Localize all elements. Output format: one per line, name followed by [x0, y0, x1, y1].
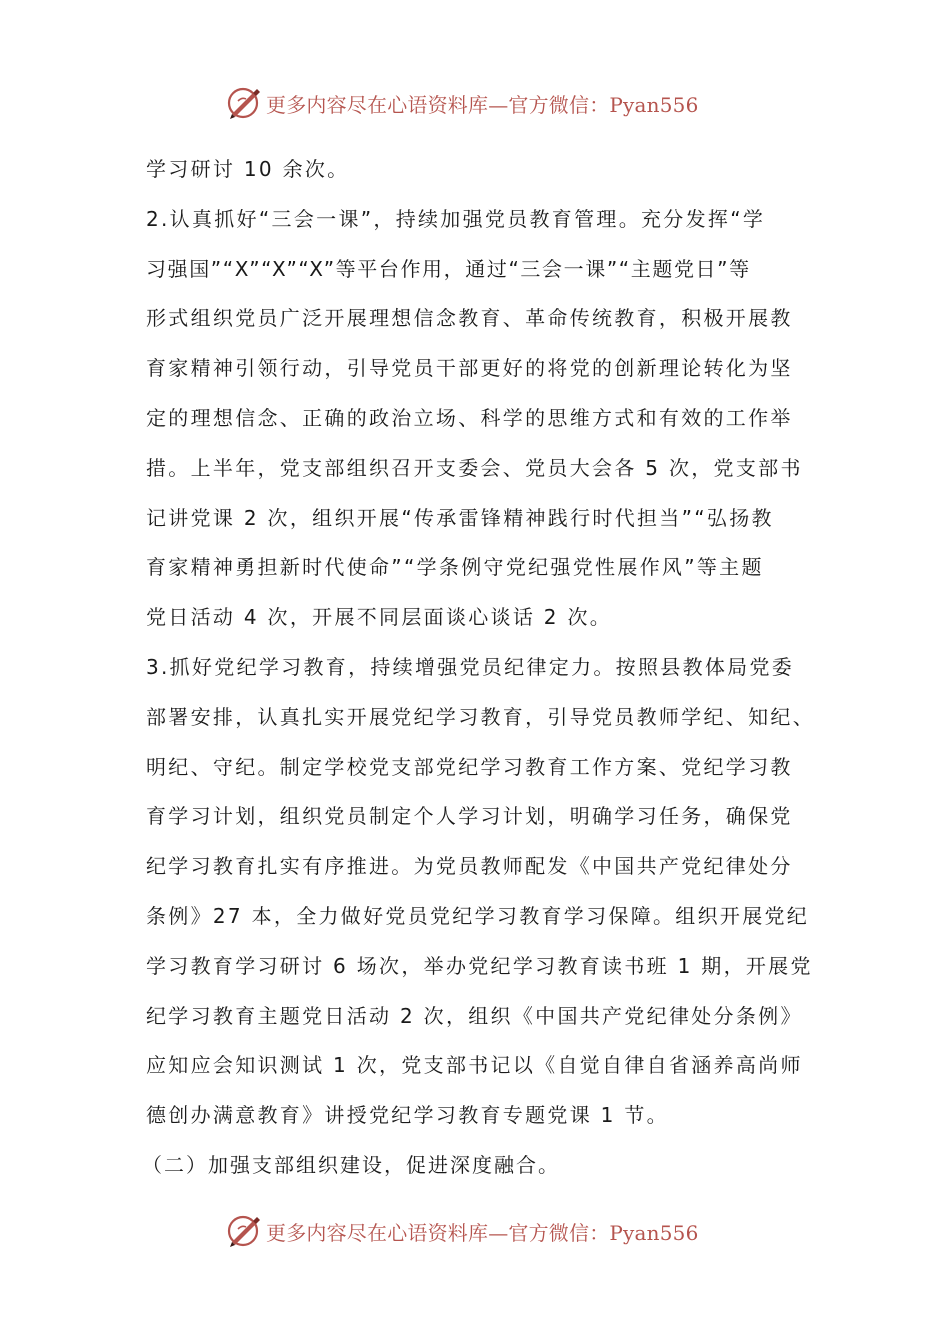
text-line: 明纪、守纪。制定学校党支部党纪学习教育工作方案、党纪学习教 — [146, 754, 793, 779]
text-line: 应知应会知识测试 1 次，党支部书记以《自觉自律自省涵养高尚师 — [146, 1053, 803, 1078]
text-line: 纪学习教育主题党日活动 2 次，组织《中国共产党纪律处分条例》 — [146, 1003, 803, 1028]
pen-logo-icon — [226, 85, 262, 121]
text-line: 学习研讨 10 余次。 — [146, 157, 350, 181]
text-line: 定的理想信念、正确的政治立场、科学的思维方式和有效的工作举 — [146, 405, 793, 430]
text-line: 2.认真抓好“三会一课”，持续加强党员教育管理。充分发挥“学 — [146, 206, 766, 231]
text-line: 德创办满意教育》讲授党纪学习教育专题党课 1 节。 — [146, 1103, 669, 1128]
text-line: 育学习计划，组织党员制定个人学习计划，明确学习任务，确保党 — [146, 804, 793, 829]
document-body — [142, 145, 836, 1191]
text-line: 党日活动 4 次，开展不同层面谈心谈话 2 次。 — [146, 605, 613, 630]
watermark-banner-top — [226, 83, 699, 123]
text-line: 措。上半年，党支部组织召开支委会、党员大会各 5 次，党支部书 — [146, 455, 803, 480]
text-line: 育家精神勇担新时代使命”“学条例守党纪强党性展作风”等主题 — [146, 555, 764, 580]
text-line: 3.抓好党纪学习教育，持续增强党员纪律定力。按照县教体局党委 — [146, 654, 795, 679]
text-line: 学习教育学习研讨 6 场次，举办党纪学习教育读书班 1 期，开展党 — [146, 953, 813, 978]
watermark-banner-bottom — [226, 1211, 699, 1251]
watermark-text: 更多内容尽在心语资料库—官方微信：Pyan556 — [266, 1220, 699, 1245]
watermark-text: 更多内容尽在心语资料库—官方微信：Pyan556 — [266, 92, 699, 117]
text-line: 习强国”“X”“X”“X”等平台作用，通过“三会一课”“主题党日”等 — [146, 256, 751, 281]
section-heading: （二）加强支部组织建设，促进深度融合。 — [142, 1152, 560, 1177]
text-line: 部署安排，认真扎实开展党纪学习教育，引导党员教师学纪、知纪、 — [146, 704, 815, 729]
text-line: 形式组织党员广泛开展理想信念教育、革命传统教育，积极开展教 — [146, 306, 793, 331]
pen-logo-icon — [226, 1213, 262, 1249]
text-line: 育家精神引领行动，引导党员干部更好的将党的创新理论转化为坚 — [146, 356, 793, 381]
text-line: 记讲党课 2 次，组织开展“传承雷锋精神践行时代担当”“弘扬教 — [146, 505, 774, 530]
text-line: 条例》27 本，全力做好党员党纪学习教育学习保障。组织开展党纪 — [146, 903, 810, 928]
text-line: 纪学习教育扎实有序推进。为党员教师配发《中国共产党纪律处分 — [146, 854, 793, 879]
